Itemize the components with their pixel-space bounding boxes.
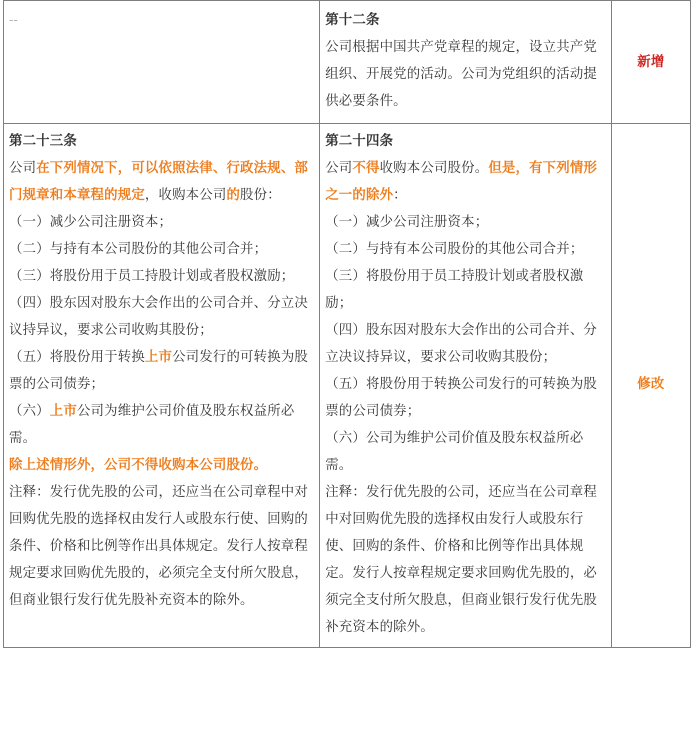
item-text: 公司为维护公司价值及股东权益所必需。 xyxy=(9,404,295,446)
change-type-cell xyxy=(611,1,690,124)
item-text: （六） xyxy=(9,404,50,419)
note-text: 注释：发行优先股的公司，还应当在公司章程中对回购优先股的选择权由发行人或股东行使、回购的条件、价格和比例等作出具体规定。发行人按章程规定要求回购优先股的，必须完全支付所欠股息，但商业银行发行优先股补充资本的除外。 xyxy=(9,485,308,608)
old-clause-cell xyxy=(4,1,320,124)
empty-placeholder: -- xyxy=(9,13,19,27)
highlight-text: 在下列情况下，可以依照法律、行政法规、部门规章和本章程的规定 xyxy=(9,161,308,203)
intro-text: ： xyxy=(393,188,407,203)
list-item: （三）将股份用于员工持股计划或者股权激励； xyxy=(9,269,295,284)
list-item: （二）与持有本公司股份的其他公司合并； xyxy=(9,242,268,257)
highlight-text: 但是，有下列情形之一的除外 xyxy=(325,161,598,203)
item-text: 公司发行的可转换为股票的公司债券； xyxy=(9,350,308,392)
clause-body: 公司根据中国共产党章程的规定，设立共产党组织、开展党的活动。公司为党组织的活动提供必要条件。 xyxy=(325,40,598,109)
highlight-text: 上市 xyxy=(144,350,173,365)
new-clause-cell xyxy=(320,1,611,124)
list-item: （一）减少公司注册资本； xyxy=(9,215,173,230)
comparison-table xyxy=(3,0,691,648)
intro-text: 公司 xyxy=(9,161,37,176)
list-item: （二）与持有本公司股份的其他公司合并； xyxy=(325,242,584,257)
list-item: （六）公司为维护公司价值及股东权益所必需。 xyxy=(325,431,584,473)
list-item: （五）将股份用于转换公司发行的可转换为股票的公司债券； xyxy=(325,377,598,419)
table-row xyxy=(4,1,691,124)
item-text: （五）将股份用于转换 xyxy=(9,350,145,365)
intro-text: 股份： xyxy=(240,188,281,203)
list-item: （四）股东因对股东大会作出的公司合并、分立决议持异议，要求公司收购其股份； xyxy=(325,323,598,365)
clause-title: 第二十三条 xyxy=(9,134,77,149)
note-text: 注释：发行优先股的公司，还应当在公司章程中对回购优先股的选择权由发行人或股东行使、回购的条件、价格和比例等作出具体规定。发行人按章程规定要求回购优先股的，必须完全支付所欠股息，但商业银行发行优先股补充资本的除外。 xyxy=(325,485,598,635)
highlight-text: 的 xyxy=(226,188,241,203)
clause-intro xyxy=(325,155,605,209)
intro-text: 收购本公司股份。 xyxy=(379,161,489,176)
list-item xyxy=(9,344,314,398)
old-clause-cell xyxy=(4,124,320,648)
highlight-text: 上市 xyxy=(49,404,77,419)
intro-text: 公司 xyxy=(325,161,353,176)
change-tag-added: 新增 xyxy=(637,54,665,70)
list-item: （四）股东因对股东大会作出的公司合并、分立决议持异议，要求公司收购其股份； xyxy=(9,296,308,338)
list-item xyxy=(9,398,314,452)
new-clause-cell xyxy=(320,124,611,648)
highlight-text: 不得 xyxy=(352,161,380,176)
intro-text: ，收购本公司 xyxy=(144,188,227,203)
change-tag-modified: 修改 xyxy=(637,377,665,392)
clause-intro xyxy=(9,155,314,209)
list-item: （一）减少公司注册资本； xyxy=(325,215,489,230)
clause-title: 第十二条 xyxy=(325,13,380,28)
change-type-cell xyxy=(611,124,690,648)
clause-title: 第二十四条 xyxy=(325,134,394,149)
closing-clause: 除上述情形外，公司不得收购本公司股份。 xyxy=(9,458,268,473)
list-item: （三）将股份用于员工持股计划或者股权激励； xyxy=(325,269,584,311)
table-row xyxy=(4,124,691,648)
